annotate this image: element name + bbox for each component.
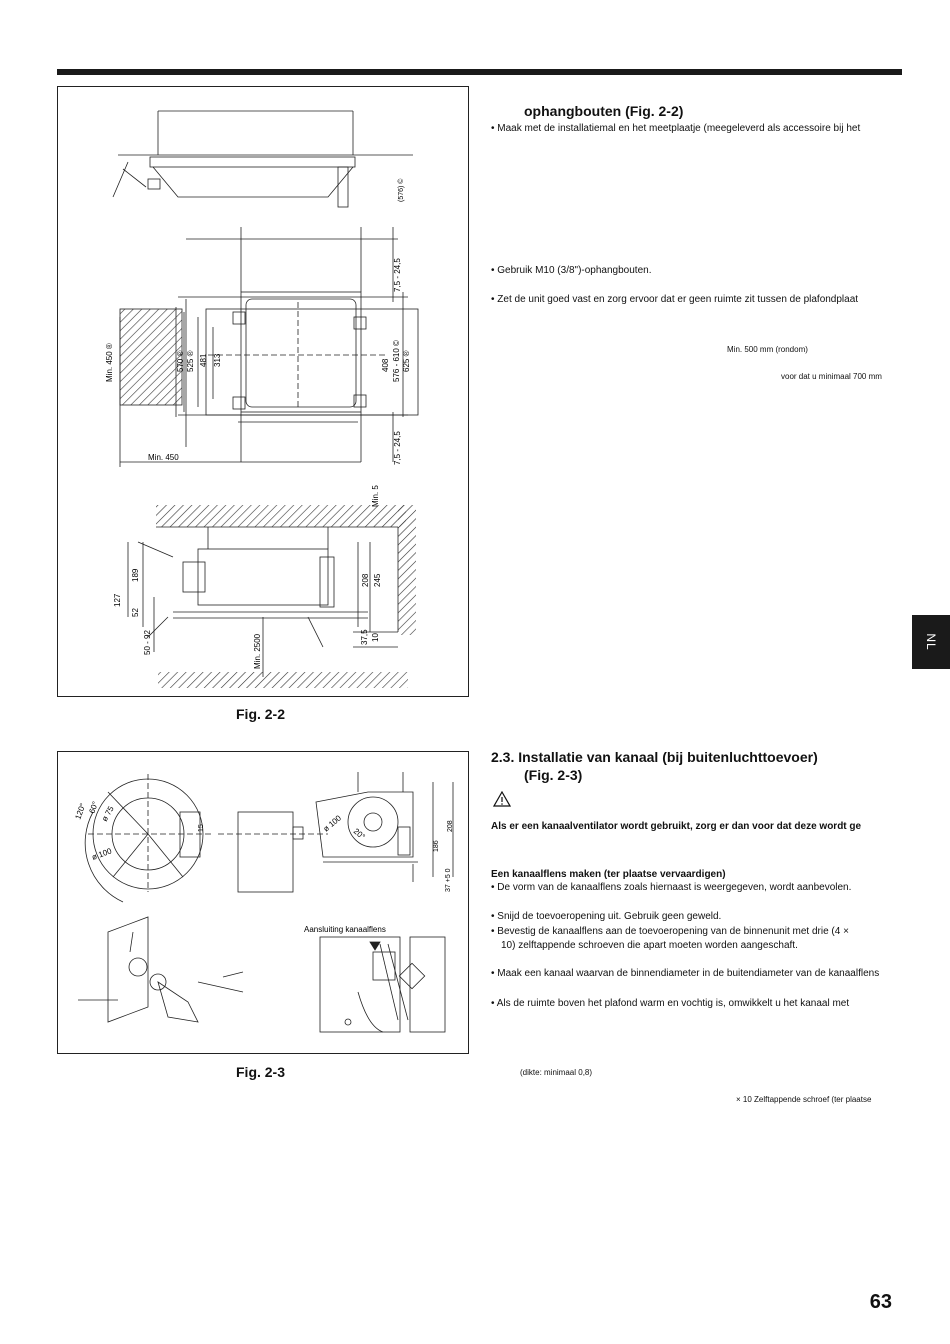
dim-37-5: 37,5 xyxy=(360,629,369,645)
section-2-3-title: 2.3. Installatie van kanaal (bij buitenluchttoevoer) xyxy=(491,749,818,765)
language-tab xyxy=(912,615,950,669)
dim-min2500: Min. 2500 xyxy=(253,633,262,669)
s23-note-thickness: (dikte: minimaal 0,8) xyxy=(520,1068,593,1077)
s23-bullet-3-continued: 10) zelftappende schroeven die apart moeten worden aangeschaft. xyxy=(501,940,798,951)
dim-15: 15 xyxy=(198,824,205,832)
dim-10: 10 xyxy=(371,633,380,642)
dim-313: 313 xyxy=(213,353,222,367)
s23-bullet-5: • Als de ruimte boven het plafond warm en vochtig is, omwikkelt u het kanaal met xyxy=(491,998,850,1009)
dim-625: 625 ® xyxy=(402,350,411,372)
dim-min450-v: Min. 450 ® xyxy=(105,343,114,382)
s23-note-screw: × 10 Zelftappende schroef (ter plaatse xyxy=(736,1095,872,1104)
s23-bullet-3-text-a: Bevestig de kanaalflens aan de toevoeropening van de binnenunit met drie (4 × xyxy=(497,926,849,937)
fig-2-2-caption: Fig. 2-2 xyxy=(236,706,286,722)
dim-186: 186 xyxy=(433,840,440,852)
dim-189: 189 xyxy=(131,568,140,582)
dim-245: 245 xyxy=(373,573,382,587)
s23-bullet-1: • De vorm van de kanaalflens zoals hiernaast is weergegeven, wordt aanbevolen. xyxy=(491,882,852,893)
s22-bullet-1: • Maak met de installatiemal en het meetplaatje (meegeleverd als accessoire bij het xyxy=(491,123,861,134)
diameter-100-right: ø 100 xyxy=(321,813,343,834)
diameter-100-left: ø 100 xyxy=(90,846,113,862)
dim-208-fig23: 208 xyxy=(447,820,454,832)
angle-60: 60° xyxy=(87,800,101,815)
language-tab-label: NL xyxy=(924,633,938,651)
dim-52: 52 xyxy=(131,608,140,617)
dim-576c: (576) © xyxy=(398,178,405,202)
figure-2-3-drawing xyxy=(58,752,468,1053)
dim-127: 127 xyxy=(113,593,122,607)
s22-note-min500: Min. 500 mm (rondom) xyxy=(727,345,808,354)
angle-20: 20° xyxy=(351,826,367,842)
s22-bullet-1-text: Maak met de installatiemal en het meetplaatje (meegeleverd als accessoire bij het xyxy=(497,123,861,134)
dim-576-610: 576 - 610 © xyxy=(392,340,401,382)
s23-bullet-4: • Maak een kanaal waarvan de binnendiameter in de buitendiameter van de kanaalflens xyxy=(491,968,880,979)
label-aansluiting-kanaalflens: Aansluiting kanaalflens xyxy=(304,925,386,934)
dim-525: 525 ® xyxy=(186,350,195,372)
s23-bullet-2-text: Snijd de toevoeropening uit. Gebruik geen geweld. xyxy=(497,911,722,922)
s23-bullet-4-text: Maak een kanaal waarvan de binnendiameter in de buitendiameter van de kanaalflens xyxy=(497,968,880,979)
s23-bullet-5-text: Als de ruimte boven het plafond warm en vochtig is, omwikkelt u het kanaal met xyxy=(496,998,850,1009)
s22-bullet-2-text: Gebruik M10 (3/8")-ophangbouten. xyxy=(497,265,652,276)
section-2-3-title-fig: (Fig. 2-3) xyxy=(524,767,583,783)
dim-481: 481 xyxy=(199,353,208,367)
figure-2-2-drawing xyxy=(58,87,468,696)
figure-2-2 xyxy=(57,86,469,697)
s23-subheading: Een kanaalflens maken (ter plaatse vervaardigen) xyxy=(491,869,726,880)
s22-bullet-3: • Zet de unit goed vast en zorg ervoor dat er geen ruimte zit tussen de plafondplaat xyxy=(491,294,859,305)
dim-570: 570 ® xyxy=(176,350,185,372)
dim-75-bottom: 7,5 - 24,5 xyxy=(393,431,402,465)
s23-bullet-3: • Bevestig de kanaalflens aan de toevoeropening van de binnenunit met drie (4 × xyxy=(491,926,849,937)
s22-bullet-2: • Gebruik M10 (3/8")-ophangbouten. xyxy=(491,265,652,276)
dim-min450-h: Min. 450 xyxy=(148,453,179,462)
page-number: 63 xyxy=(869,1291,892,1313)
s23-warning-text: Als er een kanaalventilator wordt gebruikt, zorg er dan voor dat deze wordt ge xyxy=(491,821,862,832)
s22-note-700: voor dat u minimaal 700 mm xyxy=(781,372,882,381)
header-rule xyxy=(57,69,902,75)
dim-208: 208 xyxy=(361,573,370,587)
s22-bullet-3-text: Zet de unit goed vast en zorg ervoor dat er geen ruimte zit tussen de plafondplaat xyxy=(497,294,859,305)
diameter-75: ø 75 xyxy=(99,804,116,823)
s23-bullet-1-text: De vorm van de kanaalflens zoals hiernaast is weergegeven, wordt aanbevolen. xyxy=(497,882,852,893)
angle-120: 120° xyxy=(73,802,88,821)
dim-75-top: 7,5 - 24,5 xyxy=(393,258,402,292)
fig-2-3-caption: Fig. 2-3 xyxy=(236,1064,286,1080)
dim-min5: Min. 5 xyxy=(371,485,380,507)
dim-408: 408 xyxy=(381,358,390,372)
dim-37-tolerance: 37 +5 0 xyxy=(445,868,452,892)
s23-bullet-2: • Snijd de toevoeropening uit. Gebruik geen geweld. xyxy=(491,911,722,922)
section-2-2-title: ophangbouten (Fig. 2-2) xyxy=(524,103,684,119)
dim-50-92: 50 - 92 xyxy=(143,630,152,655)
warning-icon xyxy=(493,791,511,807)
figure-2-3 xyxy=(57,751,469,1054)
